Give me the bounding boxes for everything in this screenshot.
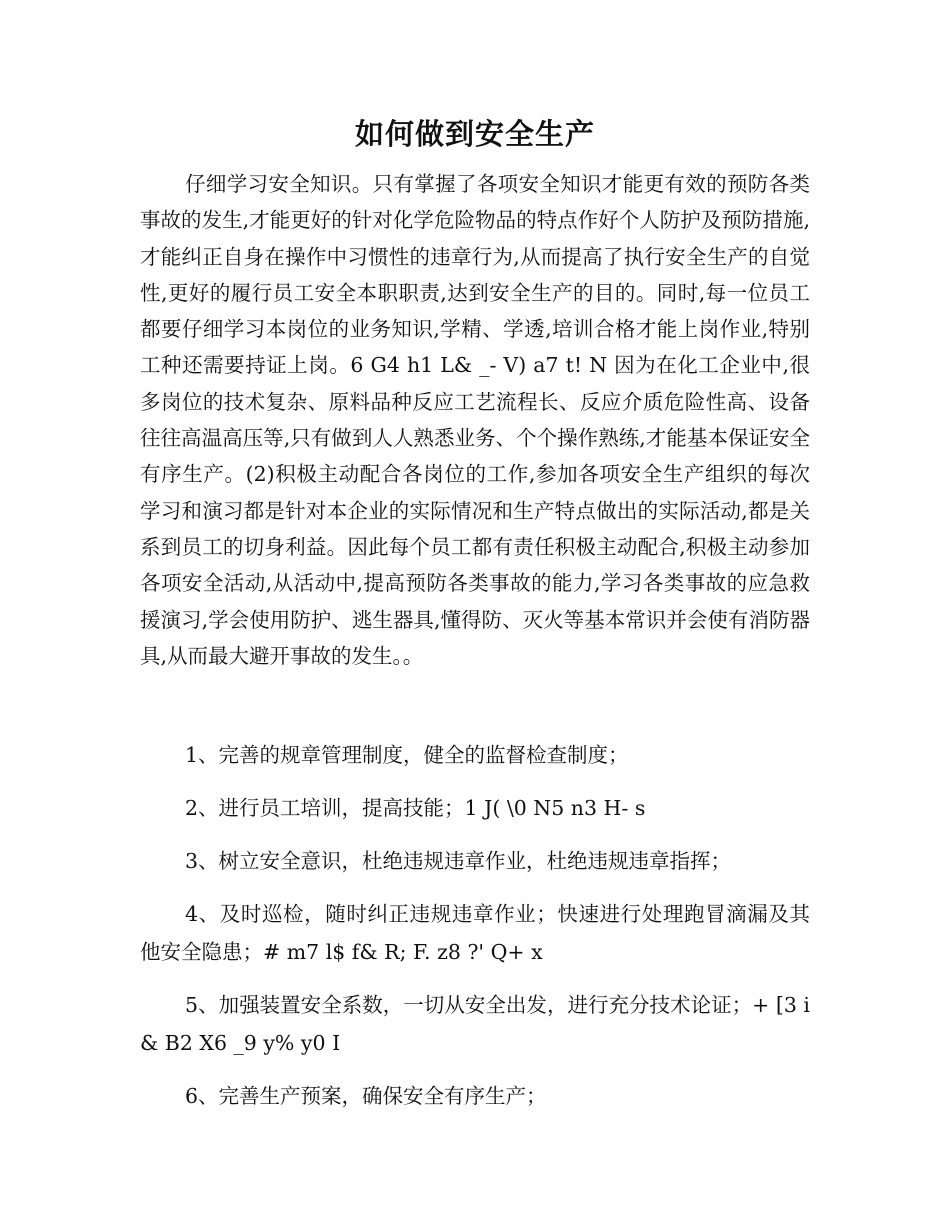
- list-item: 5、加强装置安全系数，一切从安全出发，进行充分技术论证；+ [3 i& B2 X6 _9 y% y0 I: [140, 993, 810, 1055]
- list-item: 3、树立安全意识，杜绝违规违章作业，杜绝违规违章指挥；: [185, 849, 732, 873]
- body-paragraph: 仔细学习安全知识。只有掌握了各项安全知识才能更有效的预防各类事故的发生,才能更好的针对化学危险物品的特点作好个人防护及预防措施,才能纠正自身在操作中习惯性的违章行为,从而提高了执行安全生产的自觉性,更好的履行员工安全本职职责,达到安全生产的目的。同时,每一位员工都要仔细学习本岗位的业务知识,学精、学透,培训合格才能上岗作业,特别工种还需要持证上岗。6 G4 h1 L& _- V) a7 t! N 因为在化工企业中,很多岗位的技术复杂、原料品种反应工艺流程长、反应介质危险性高、设备往往高温高压等,只有做到人人熟悉业务、个个操作熟练,才能基本保证安全有序生产。(2)积极主动配合各岗位的工作,参加各项安全生产组织的每次学习和演习都是针对本企业的实际情况和生产特点做出的实际活动,都是关系到员工的切身利益。因此每个员工都有责任积极主动配合,积极主动参加各项安全活动,从活动中,提高预防各类事故的能力,学习各类事故的应急救援演习,学会使用防护、逃生器具,懂得防、灭火等基本常识并会使有消防器具,从而最大避开事故的发生。。: [140, 172, 810, 668]
- page-title: 如何做到安全生产: [354, 117, 595, 151]
- list-item: 4、及时巡检，随时纠正违规违章作业；快速进行处理跑冒滴漏及其他安全隐患；# m7 l$ f& R; F. z8 ?' Q+ x: [140, 902, 810, 964]
- list-item: 1、完善的规章管理制度，健全的监督检查制度；: [185, 743, 629, 767]
- list-item: 2、进行员工培训，提高技能；1 J( \0 N5 n3 H- s: [185, 796, 646, 820]
- list-item: 6、完善生产预案，确保安全有序生产；: [185, 1084, 547, 1108]
